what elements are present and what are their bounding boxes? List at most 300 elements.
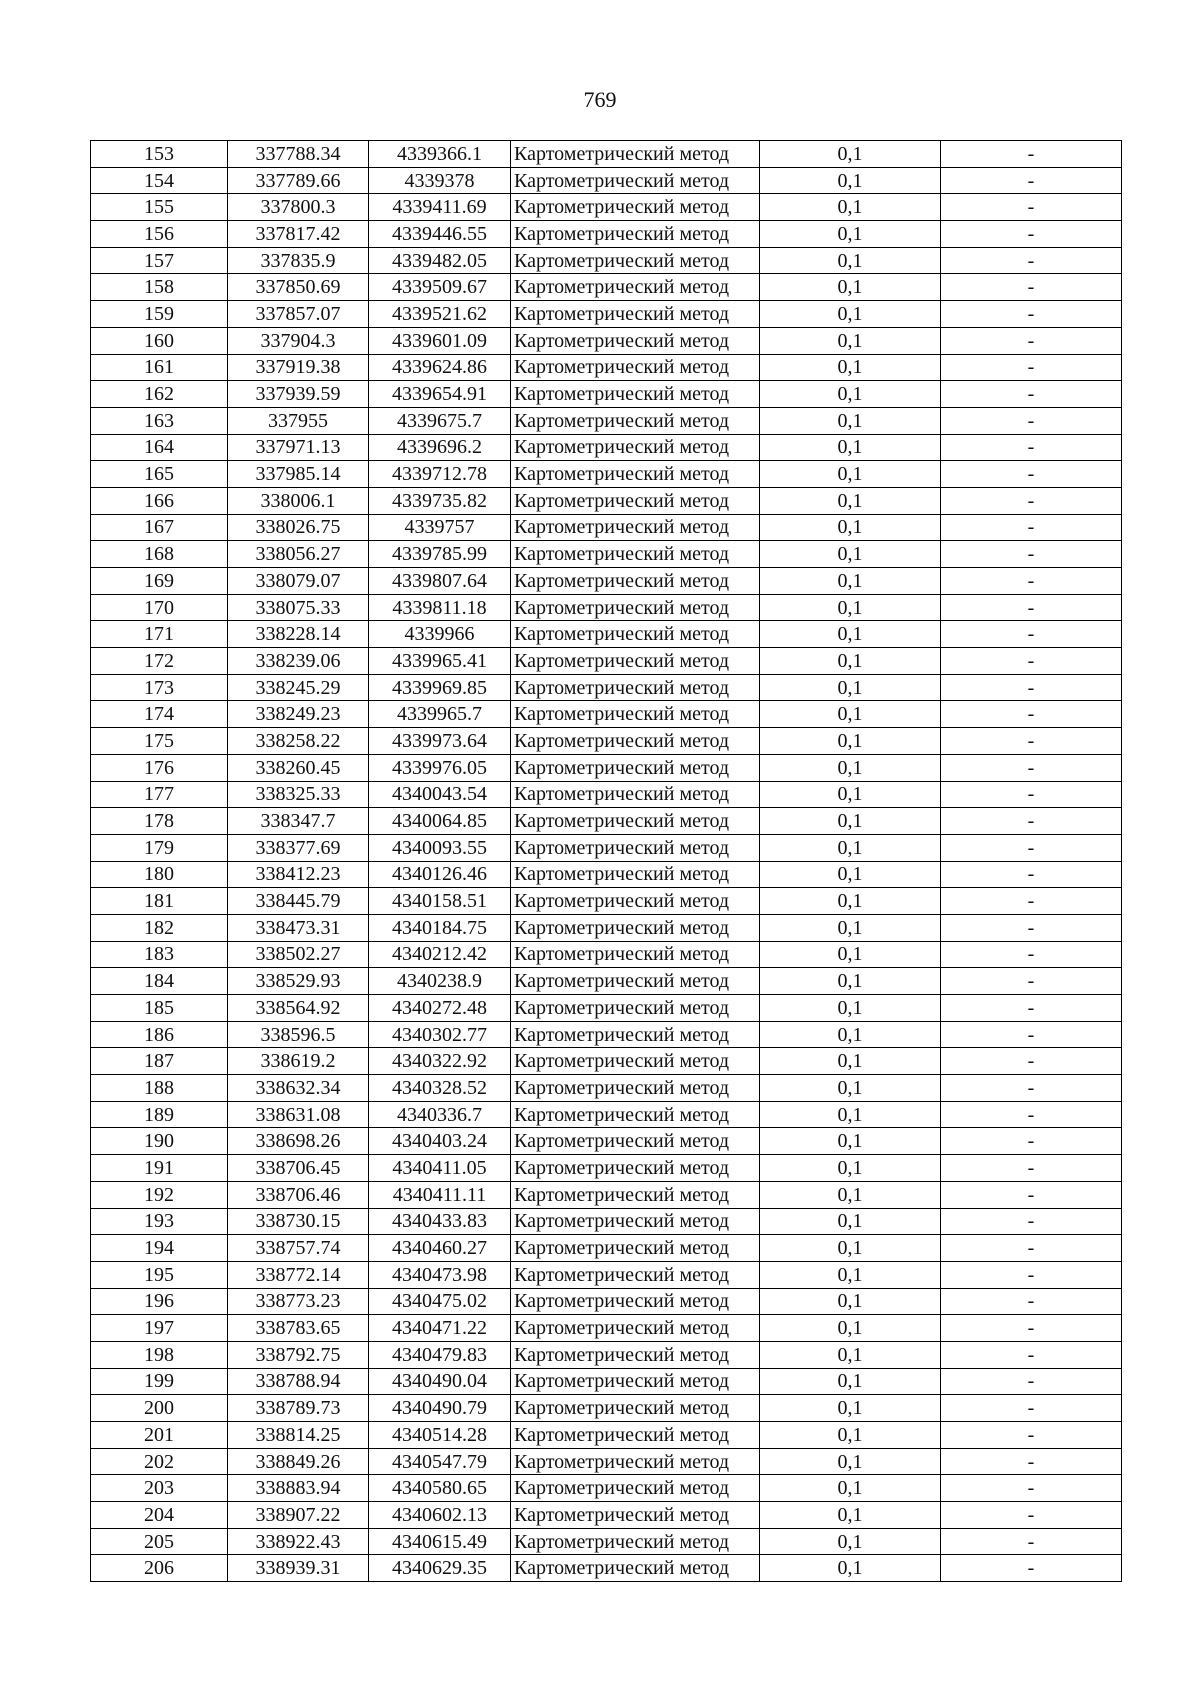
method-cell: Картометрический метод	[511, 461, 760, 488]
accuracy-cell: 0,1	[760, 1448, 941, 1475]
table-row	[91, 674, 1122, 701]
description-cell: -	[941, 487, 1122, 514]
description-cell: -	[941, 1261, 1122, 1288]
table-row	[91, 541, 1122, 568]
description-cell: -	[941, 1315, 1122, 1342]
method-cell: Картометрический метод	[511, 701, 760, 728]
method-cell: Картометрический метод	[511, 728, 760, 755]
x-coordinate-cell: 337919.38	[228, 354, 369, 381]
accuracy-cell: 0,1	[760, 1502, 941, 1529]
table-row	[91, 381, 1122, 408]
table-row	[91, 1021, 1122, 1048]
description-cell: -	[941, 728, 1122, 755]
y-coordinate-cell: 4340411.05	[369, 1155, 511, 1182]
accuracy-cell: 0,1	[760, 167, 941, 194]
x-coordinate-cell: 338056.27	[228, 541, 369, 568]
y-coordinate-cell: 4339624.86	[369, 354, 511, 381]
description-cell: -	[941, 247, 1122, 274]
table-row	[91, 1475, 1122, 1502]
x-coordinate-cell: 338631.08	[228, 1101, 369, 1128]
table-row	[91, 1101, 1122, 1128]
method-cell: Картометрический метод	[511, 1208, 760, 1235]
description-cell: -	[941, 701, 1122, 728]
method-cell: Картометрический метод	[511, 1555, 760, 1582]
point-number-cell: 158	[91, 274, 228, 301]
table-row	[91, 194, 1122, 221]
method-cell: Картометрический метод	[511, 327, 760, 354]
x-coordinate-cell: 337939.59	[228, 381, 369, 408]
description-cell: -	[941, 1422, 1122, 1449]
x-coordinate-cell: 337904.3	[228, 327, 369, 354]
description-cell: -	[941, 621, 1122, 648]
x-coordinate-cell: 338006.1	[228, 487, 369, 514]
x-coordinate-cell: 337789.66	[228, 167, 369, 194]
method-cell: Картометрический метод	[511, 648, 760, 675]
y-coordinate-cell: 4340336.7	[369, 1101, 511, 1128]
accuracy-cell: 0,1	[760, 995, 941, 1022]
point-number-cell: 205	[91, 1528, 228, 1555]
y-coordinate-cell: 4339973.64	[369, 728, 511, 755]
description-cell: -	[941, 781, 1122, 808]
description-cell: -	[941, 434, 1122, 461]
point-number-cell: 202	[91, 1448, 228, 1475]
accuracy-cell: 0,1	[760, 941, 941, 968]
point-number-cell: 204	[91, 1502, 228, 1529]
x-coordinate-cell: 338529.93	[228, 968, 369, 995]
method-cell: Картометрический метод	[511, 354, 760, 381]
method-cell: Картометрический метод	[511, 861, 760, 888]
method-cell: Картометрический метод	[511, 995, 760, 1022]
accuracy-cell: 0,1	[760, 834, 941, 861]
accuracy-cell: 0,1	[760, 1181, 941, 1208]
accuracy-cell: 0,1	[760, 568, 941, 595]
accuracy-cell: 0,1	[760, 1475, 941, 1502]
x-coordinate-cell: 338632.34	[228, 1075, 369, 1102]
method-cell: Картометрический метод	[511, 621, 760, 648]
y-coordinate-cell: 4340490.04	[369, 1368, 511, 1395]
method-cell: Картометрический метод	[511, 888, 760, 915]
description-cell: -	[941, 808, 1122, 835]
method-cell: Картометрический метод	[511, 1235, 760, 1262]
point-number-cell: 195	[91, 1261, 228, 1288]
method-cell: Картометрический метод	[511, 808, 760, 835]
point-number-cell: 162	[91, 381, 228, 408]
y-coordinate-cell: 4340064.85	[369, 808, 511, 835]
x-coordinate-cell: 337788.34	[228, 141, 369, 168]
point-number-cell: 183	[91, 941, 228, 968]
y-coordinate-cell: 4340328.52	[369, 1075, 511, 1102]
table-row	[91, 274, 1122, 301]
table-row	[91, 568, 1122, 595]
method-cell: Картометрический метод	[511, 941, 760, 968]
accuracy-cell: 0,1	[760, 1048, 941, 1075]
point-number-cell: 180	[91, 861, 228, 888]
table-row	[91, 1155, 1122, 1182]
description-cell: -	[941, 1021, 1122, 1048]
description-cell: -	[941, 888, 1122, 915]
description-cell: -	[941, 541, 1122, 568]
table-row	[91, 221, 1122, 248]
method-cell: Картометрический метод	[511, 221, 760, 248]
x-coordinate-cell: 338730.15	[228, 1208, 369, 1235]
y-coordinate-cell: 4340238.9	[369, 968, 511, 995]
y-coordinate-cell: 4340322.92	[369, 1048, 511, 1075]
method-cell: Картометрический метод	[511, 834, 760, 861]
method-cell: Картометрический метод	[511, 1341, 760, 1368]
x-coordinate-cell: 338698.26	[228, 1128, 369, 1155]
point-number-cell: 167	[91, 514, 228, 541]
y-coordinate-cell: 4339378	[369, 167, 511, 194]
method-cell: Картометрический метод	[511, 568, 760, 595]
accuracy-cell: 0,1	[760, 1528, 941, 1555]
description-cell: -	[941, 914, 1122, 941]
y-coordinate-cell: 4339969.85	[369, 674, 511, 701]
description-cell: -	[941, 1528, 1122, 1555]
x-coordinate-cell: 338079.07	[228, 568, 369, 595]
accuracy-cell: 0,1	[760, 968, 941, 995]
y-coordinate-cell: 4340184.75	[369, 914, 511, 941]
accuracy-cell: 0,1	[760, 1021, 941, 1048]
accuracy-cell: 0,1	[760, 274, 941, 301]
method-cell: Картометрический метод	[511, 674, 760, 701]
x-coordinate-cell: 338228.14	[228, 621, 369, 648]
x-coordinate-cell: 337857.07	[228, 301, 369, 328]
x-coordinate-cell: 338473.31	[228, 914, 369, 941]
y-coordinate-cell: 4339601.09	[369, 327, 511, 354]
table-row	[91, 754, 1122, 781]
description-cell: -	[941, 354, 1122, 381]
y-coordinate-cell: 4340460.27	[369, 1235, 511, 1262]
y-coordinate-cell: 4340272.48	[369, 995, 511, 1022]
x-coordinate-cell: 338245.29	[228, 674, 369, 701]
method-cell: Картометрический метод	[511, 487, 760, 514]
point-number-cell: 186	[91, 1021, 228, 1048]
accuracy-cell: 0,1	[760, 621, 941, 648]
table-row	[91, 1048, 1122, 1075]
description-cell: -	[941, 674, 1122, 701]
description-cell: -	[941, 1101, 1122, 1128]
y-coordinate-cell: 4339521.62	[369, 301, 511, 328]
point-number-cell: 172	[91, 648, 228, 675]
page-number: 769	[583, 87, 617, 112]
description-cell: -	[941, 968, 1122, 995]
description-cell: -	[941, 1368, 1122, 1395]
accuracy-cell: 0,1	[760, 1395, 941, 1422]
description-cell: -	[941, 1395, 1122, 1422]
y-coordinate-cell: 4339811.18	[369, 594, 511, 621]
y-coordinate-cell: 4339446.55	[369, 221, 511, 248]
y-coordinate-cell: 4340473.98	[369, 1261, 511, 1288]
accuracy-cell: 0,1	[760, 594, 941, 621]
point-number-cell: 184	[91, 968, 228, 995]
x-coordinate-cell: 338412.23	[228, 861, 369, 888]
table-row	[91, 1235, 1122, 1262]
point-number-cell: 170	[91, 594, 228, 621]
description-cell: -	[941, 1341, 1122, 1368]
table-row	[91, 514, 1122, 541]
table-row	[91, 701, 1122, 728]
method-cell: Картометрический метод	[511, 541, 760, 568]
x-coordinate-cell: 337835.9	[228, 247, 369, 274]
method-cell: Картометрический метод	[511, 1395, 760, 1422]
method-cell: Картометрический метод	[511, 194, 760, 221]
accuracy-cell: 0,1	[760, 1315, 941, 1342]
description-cell: -	[941, 1288, 1122, 1315]
x-coordinate-cell: 338883.94	[228, 1475, 369, 1502]
accuracy-cell: 0,1	[760, 514, 941, 541]
point-number-cell: 178	[91, 808, 228, 835]
point-number-cell: 206	[91, 1555, 228, 1582]
y-coordinate-cell: 4340615.49	[369, 1528, 511, 1555]
method-cell: Картометрический метод	[511, 167, 760, 194]
method-cell: Картометрический метод	[511, 407, 760, 434]
point-number-cell: 179	[91, 834, 228, 861]
x-coordinate-cell: 338445.79	[228, 888, 369, 915]
accuracy-cell: 0,1	[760, 808, 941, 835]
description-cell: -	[941, 1128, 1122, 1155]
point-number-cell: 201	[91, 1422, 228, 1449]
method-cell: Картометрический метод	[511, 1128, 760, 1155]
y-coordinate-cell: 4340212.42	[369, 941, 511, 968]
y-coordinate-cell: 4340475.02	[369, 1288, 511, 1315]
accuracy-cell: 0,1	[760, 141, 941, 168]
table-row	[91, 407, 1122, 434]
point-number-cell: 203	[91, 1475, 228, 1502]
y-coordinate-cell: 4339482.05	[369, 247, 511, 274]
table-row	[91, 1288, 1122, 1315]
accuracy-cell: 0,1	[760, 1235, 941, 1262]
table-row	[91, 1208, 1122, 1235]
x-coordinate-cell: 338564.92	[228, 995, 369, 1022]
method-cell: Картометрический метод	[511, 1528, 760, 1555]
table-row	[91, 327, 1122, 354]
point-number-cell: 165	[91, 461, 228, 488]
accuracy-cell: 0,1	[760, 247, 941, 274]
description-cell: -	[941, 327, 1122, 354]
point-number-cell: 154	[91, 167, 228, 194]
table-row	[91, 648, 1122, 675]
description-cell: -	[941, 834, 1122, 861]
table-row	[91, 1528, 1122, 1555]
point-number-cell: 169	[91, 568, 228, 595]
method-cell: Картометрический метод	[511, 274, 760, 301]
description-cell: -	[941, 274, 1122, 301]
table-row	[91, 968, 1122, 995]
method-cell: Картометрический метод	[511, 1502, 760, 1529]
description-cell: -	[941, 1448, 1122, 1475]
point-number-cell: 159	[91, 301, 228, 328]
coordinates-table-body	[91, 141, 1122, 1582]
accuracy-cell: 0,1	[760, 487, 941, 514]
table-row	[91, 1181, 1122, 1208]
description-cell: -	[941, 1555, 1122, 1582]
accuracy-cell: 0,1	[760, 1341, 941, 1368]
table-row	[91, 1502, 1122, 1529]
accuracy-cell: 0,1	[760, 754, 941, 781]
point-number-cell: 192	[91, 1181, 228, 1208]
y-coordinate-cell: 4339966	[369, 621, 511, 648]
description-cell: -	[941, 221, 1122, 248]
y-coordinate-cell: 4340580.65	[369, 1475, 511, 1502]
accuracy-cell: 0,1	[760, 461, 941, 488]
method-cell: Картометрический метод	[511, 1288, 760, 1315]
y-coordinate-cell: 4340471.22	[369, 1315, 511, 1342]
accuracy-cell: 0,1	[760, 381, 941, 408]
x-coordinate-cell: 338814.25	[228, 1422, 369, 1449]
table-row	[91, 834, 1122, 861]
x-coordinate-cell: 338792.75	[228, 1341, 369, 1368]
table-row	[91, 728, 1122, 755]
x-coordinate-cell: 338783.65	[228, 1315, 369, 1342]
y-coordinate-cell: 4340043.54	[369, 781, 511, 808]
x-coordinate-cell: 338026.75	[228, 514, 369, 541]
method-cell: Картометрический метод	[511, 1101, 760, 1128]
x-coordinate-cell: 338907.22	[228, 1502, 369, 1529]
description-cell: -	[941, 941, 1122, 968]
accuracy-cell: 0,1	[760, 781, 941, 808]
y-coordinate-cell: 4339509.67	[369, 274, 511, 301]
description-cell: -	[941, 594, 1122, 621]
point-number-cell: 181	[91, 888, 228, 915]
point-number-cell: 175	[91, 728, 228, 755]
x-coordinate-cell: 338757.74	[228, 1235, 369, 1262]
table-row	[91, 167, 1122, 194]
accuracy-cell: 0,1	[760, 728, 941, 755]
x-coordinate-cell: 338596.5	[228, 1021, 369, 1048]
point-number-cell: 191	[91, 1155, 228, 1182]
description-cell: -	[941, 1075, 1122, 1102]
point-number-cell: 166	[91, 487, 228, 514]
table-row	[91, 781, 1122, 808]
point-number-cell: 188	[91, 1075, 228, 1102]
y-coordinate-cell: 4339712.78	[369, 461, 511, 488]
accuracy-cell: 0,1	[760, 861, 941, 888]
method-cell: Картометрический метод	[511, 514, 760, 541]
accuracy-cell: 0,1	[760, 888, 941, 915]
table-row	[91, 461, 1122, 488]
point-number-cell: 156	[91, 221, 228, 248]
method-cell: Картометрический метод	[511, 1315, 760, 1342]
description-cell: -	[941, 461, 1122, 488]
description-cell: -	[941, 1181, 1122, 1208]
x-coordinate-cell: 337817.42	[228, 221, 369, 248]
y-coordinate-cell: 4340302.77	[369, 1021, 511, 1048]
table-row	[91, 1422, 1122, 1449]
y-coordinate-cell: 4339757	[369, 514, 511, 541]
point-number-cell: 160	[91, 327, 228, 354]
description-cell: -	[941, 514, 1122, 541]
table-row	[91, 1075, 1122, 1102]
accuracy-cell: 0,1	[760, 434, 941, 461]
accuracy-cell: 0,1	[760, 1075, 941, 1102]
method-cell: Картометрический метод	[511, 1021, 760, 1048]
accuracy-cell: 0,1	[760, 1368, 941, 1395]
x-coordinate-cell: 338502.27	[228, 941, 369, 968]
description-cell: -	[941, 861, 1122, 888]
point-number-cell: 161	[91, 354, 228, 381]
table-row	[91, 141, 1122, 168]
table-row	[91, 434, 1122, 461]
description-cell: -	[941, 141, 1122, 168]
accuracy-cell: 0,1	[760, 1261, 941, 1288]
table-row	[91, 941, 1122, 968]
y-coordinate-cell: 4340514.28	[369, 1422, 511, 1449]
y-coordinate-cell: 4339965.7	[369, 701, 511, 728]
y-coordinate-cell: 4340433.83	[369, 1208, 511, 1235]
accuracy-cell: 0,1	[760, 1155, 941, 1182]
accuracy-cell: 0,1	[760, 1422, 941, 1449]
point-number-cell: 157	[91, 247, 228, 274]
table-row	[91, 914, 1122, 941]
x-coordinate-cell: 338773.23	[228, 1288, 369, 1315]
x-coordinate-cell: 338260.45	[228, 754, 369, 781]
x-coordinate-cell: 338347.7	[228, 808, 369, 835]
point-number-cell: 173	[91, 674, 228, 701]
coordinates-table	[90, 140, 1122, 1582]
method-cell: Картометрический метод	[511, 1261, 760, 1288]
x-coordinate-cell: 338849.26	[228, 1448, 369, 1475]
description-cell: -	[941, 648, 1122, 675]
method-cell: Картометрический метод	[511, 594, 760, 621]
method-cell: Картометрический метод	[511, 1181, 760, 1208]
method-cell: Картометрический метод	[511, 247, 760, 274]
description-cell: -	[941, 407, 1122, 434]
table-row	[91, 1341, 1122, 1368]
x-coordinate-cell: 337800.3	[228, 194, 369, 221]
method-cell: Картометрический метод	[511, 1475, 760, 1502]
y-coordinate-cell: 4340479.83	[369, 1341, 511, 1368]
x-coordinate-cell: 338075.33	[228, 594, 369, 621]
y-coordinate-cell: 4339366.1	[369, 141, 511, 168]
y-coordinate-cell: 4339965.41	[369, 648, 511, 675]
description-cell: -	[941, 568, 1122, 595]
x-coordinate-cell: 337850.69	[228, 274, 369, 301]
point-number-cell: 164	[91, 434, 228, 461]
point-number-cell: 171	[91, 621, 228, 648]
point-number-cell: 190	[91, 1128, 228, 1155]
table-row	[91, 301, 1122, 328]
y-coordinate-cell: 4339696.2	[369, 434, 511, 461]
point-number-cell: 196	[91, 1288, 228, 1315]
y-coordinate-cell: 4340093.55	[369, 834, 511, 861]
accuracy-cell: 0,1	[760, 1288, 941, 1315]
y-coordinate-cell: 4339785.99	[369, 541, 511, 568]
point-number-cell: 200	[91, 1395, 228, 1422]
table-row	[91, 621, 1122, 648]
table-row	[91, 995, 1122, 1022]
accuracy-cell: 0,1	[760, 1101, 941, 1128]
method-cell: Картометрический метод	[511, 1075, 760, 1102]
point-number-cell: 199	[91, 1368, 228, 1395]
point-number-cell: 187	[91, 1048, 228, 1075]
y-coordinate-cell: 4339807.64	[369, 568, 511, 595]
y-coordinate-cell: 4340403.24	[369, 1128, 511, 1155]
method-cell: Картометрический метод	[511, 968, 760, 995]
y-coordinate-cell: 4339675.7	[369, 407, 511, 434]
x-coordinate-cell: 338325.33	[228, 781, 369, 808]
y-coordinate-cell: 4339976.05	[369, 754, 511, 781]
x-coordinate-cell: 338939.31	[228, 1555, 369, 1582]
y-coordinate-cell: 4339411.69	[369, 194, 511, 221]
table-row	[91, 594, 1122, 621]
point-number-cell: 193	[91, 1208, 228, 1235]
x-coordinate-cell: 337971.13	[228, 434, 369, 461]
point-number-cell: 153	[91, 141, 228, 168]
y-coordinate-cell: 4340158.51	[369, 888, 511, 915]
y-coordinate-cell: 4340547.79	[369, 1448, 511, 1475]
x-coordinate-cell: 338922.43	[228, 1528, 369, 1555]
table-row	[91, 1368, 1122, 1395]
